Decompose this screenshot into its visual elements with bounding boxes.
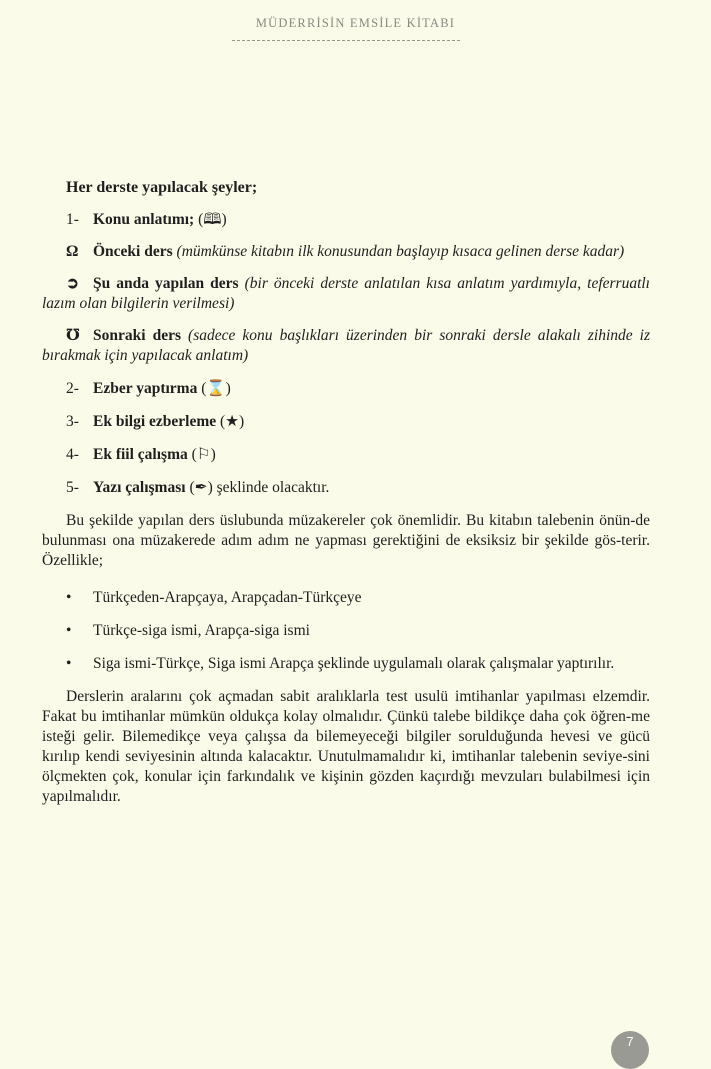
list-item-title: Konu anlatımı;: [93, 211, 195, 228]
sub-item: [42, 326, 650, 366]
sub-item-desc: (bir önceki derste anlatılan kısa anlatım yardımıyla, teferruatlı lazım olan bilgilerin verilmesi): [42, 275, 650, 312]
star-icon: (★): [216, 413, 245, 430]
sub-item: [42, 242, 650, 262]
list-number: 3-: [66, 413, 79, 430]
section-heading: Her derste yapılacak şeyler;: [66, 179, 258, 196]
bullet-text: Türkçeden-Arapçaya, Arapçadan-Türkçeye: [93, 589, 362, 606]
list-item: [66, 445, 650, 465]
list-number: 5-: [66, 479, 79, 496]
running-header: MÜDERRİSİN EMSİLE KİTABI: [255, 16, 456, 30]
list-item: [66, 478, 650, 498]
paragraph: Derslerin aralarını çok açmadan sabit aralıklarla test usulü imtihanlar yapılması elzemdir. Fakat bu imtihanlar mümkün oldukça kolay olmalıdır. Çünkü talebe bildikçe daha çok öğren-me isteği gelir. Bilemedikçe veya çalışsa da bilemeyeceği bilgiler sorulduğunda hevesi ve gücü kırılıp kendi seviyesinin altında kalacaktır. Unutulmamalıdır ki, imtihanlar talebenin seviye-sini ölçmekten çok, konular için farkındalık ve kişinin gözden kaçırdığı mevzuları bulabilmesi için yapılmalıdır.: [42, 688, 650, 805]
arch-icon: Ω: [66, 243, 79, 260]
list-item-title: Ek fiil çalışma: [93, 446, 188, 463]
page-number-badge: [611, 1031, 649, 1069]
bullet-icon: •: [66, 589, 72, 606]
page-body: [42, 178, 650, 807]
list-item: [66, 210, 650, 230]
bullet-icon: •: [66, 655, 72, 672]
sub-item: [42, 274, 650, 314]
sub-item-desc: (mümkünse kitabın ilk konusundan başlayıp kısaca gelinen derse kadar): [176, 243, 625, 260]
page-number: 7: [626, 1034, 634, 1049]
sub-item-title: Önceki ders: [93, 243, 173, 260]
bullet-item: [66, 654, 650, 674]
bullet-item: [66, 588, 650, 608]
bullet-text: Siga ismi-Türkçe, Siga ismi Arapça şeklinde uygulamalı olarak çalışmalar yaptırılır.: [93, 655, 615, 672]
list-item: [66, 412, 650, 432]
bullet-item: [66, 621, 650, 641]
flag-icon: (⚐): [187, 446, 216, 463]
list-number: 1-: [66, 211, 79, 228]
horseshoe-icon: ℧: [66, 327, 80, 344]
pen-icon: (✒) şeklinde olacaktır.: [185, 479, 330, 496]
hourglass-icon: (⌛): [197, 380, 231, 397]
list-number: 4-: [66, 446, 79, 463]
sub-item-title: Şu anda yapılan ders: [93, 275, 239, 292]
bullet-icon: •: [66, 622, 72, 639]
sub-item-title: Sonraki ders: [93, 327, 181, 344]
book-icon: (🕮): [194, 211, 227, 228]
bullet-text: Türkçe-siga ismi, Arapça-siga ismi: [93, 622, 310, 639]
arrow-icon: ➲: [66, 275, 79, 292]
paragraph: Bu şekilde yapılan ders üslubunda müzakereler çok önemlidir. Bu kitabın talebenin önün-de bulunması ona müzakerede adım adım ne yapması gerektiğini de eksiksiz bir şekilde gös-terir. Özellikle;: [42, 512, 650, 569]
header-divider: [232, 40, 460, 41]
list-number: 2-: [66, 380, 79, 397]
list-item-title: Ek bilgi ezberleme: [93, 413, 217, 430]
list-item-title: Ezber yaptırma: [93, 380, 198, 397]
sub-item-desc: (sadece konu başlıkları üzerinden bir sonraki dersle alakalı zihinde iz bırakmak için yapılacak anlatım): [42, 327, 651, 364]
list-item: [66, 379, 650, 399]
list-item-title: Yazı çalışması: [93, 479, 186, 496]
